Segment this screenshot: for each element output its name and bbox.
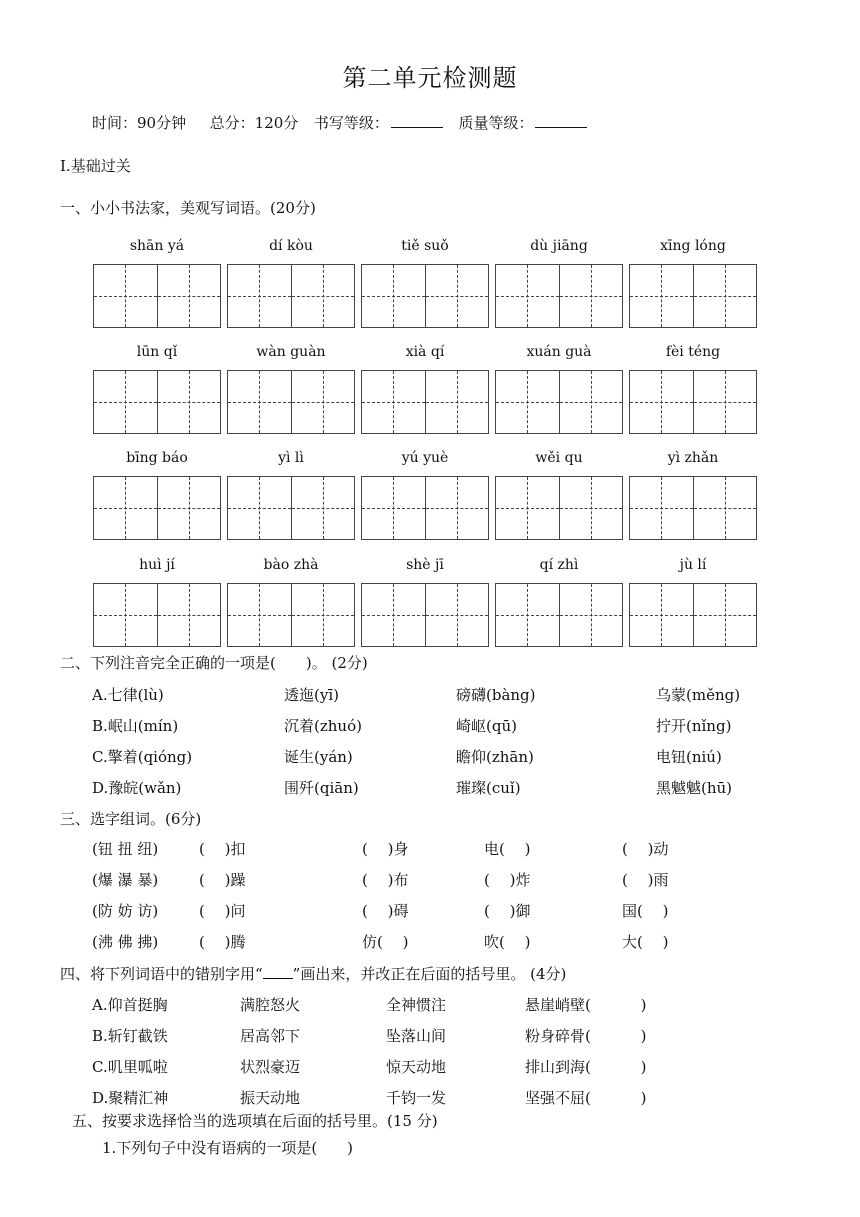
word-item: 电( )	[484, 840, 531, 858]
word-item: 全神惯注	[386, 996, 447, 1014]
writing-cell[interactable]	[630, 371, 693, 433]
writing-cell[interactable]	[496, 477, 559, 539]
option-item: A.七律(lù)	[92, 686, 164, 704]
writing-cell[interactable]	[559, 584, 623, 646]
writing-box[interactable]	[361, 476, 489, 540]
q3-heading: 三、选字组词。(6分)	[60, 810, 202, 828]
writing-cell[interactable]	[94, 371, 157, 433]
pinyin-label: xià qí	[405, 344, 445, 360]
word-item: (防 妨 访)	[92, 902, 159, 920]
writing-box[interactable]	[93, 583, 221, 647]
pinyin-label: bào zhà	[263, 557, 319, 573]
word-item: A.仰首挺胸	[92, 996, 168, 1014]
writing-cell[interactable]	[630, 477, 693, 539]
pinyin-label: fèi téng	[665, 344, 721, 360]
word-item: ( )扣	[199, 840, 246, 858]
option-item: 乌蒙(měng)	[656, 686, 741, 704]
writing-box[interactable]	[361, 583, 489, 647]
part-heading: Ⅰ.基础过关	[60, 157, 131, 175]
option-item: 黑魆魆(hū)	[656, 779, 733, 797]
option-item: 磅礴(bàng)	[456, 686, 536, 704]
pinyin-label: lūn qǐ	[136, 344, 178, 360]
pinyin-label: qí zhì	[539, 557, 579, 573]
pinyin-label: jù lí	[679, 557, 707, 573]
writing-cell[interactable]	[228, 265, 291, 327]
pinyin-label: xuán guà	[526, 344, 592, 360]
pinyin-label: wěi qu	[535, 450, 583, 466]
writing-grade-blank[interactable]	[391, 113, 443, 128]
writing-cell[interactable]	[693, 371, 757, 433]
writing-cell[interactable]	[496, 584, 559, 646]
writing-cell[interactable]	[228, 477, 291, 539]
writing-cell[interactable]	[157, 371, 221, 433]
writing-box[interactable]	[495, 476, 623, 540]
pinyin-label: wàn guàn	[256, 344, 326, 360]
writing-cell[interactable]	[362, 477, 425, 539]
word-item: 排山到海( )	[525, 1058, 647, 1076]
writing-cell[interactable]	[157, 265, 221, 327]
writing-cell[interactable]	[496, 265, 559, 327]
quality-grade-blank[interactable]	[535, 113, 587, 128]
writing-box[interactable]	[227, 476, 355, 540]
writing-cell[interactable]	[94, 265, 157, 327]
writing-cell[interactable]	[228, 371, 291, 433]
writing-box[interactable]	[93, 264, 221, 328]
word-item: 千钧一发	[386, 1089, 447, 1107]
writing-box[interactable]	[227, 583, 355, 647]
writing-cell[interactable]	[362, 371, 425, 433]
page-title: 第二单元检测题	[342, 64, 518, 92]
writing-cell[interactable]	[94, 584, 157, 646]
word-item: 坚强不屈( )	[525, 1089, 647, 1107]
pinyin-label: dù jiāng	[530, 238, 588, 254]
word-item: 粉身碎骨( )	[525, 1027, 647, 1045]
word-item: 仿( )	[362, 933, 409, 951]
writing-cell[interactable]	[425, 265, 489, 327]
option-item: D.豫皖(wǎn)	[92, 779, 182, 797]
option-item: 诞生(yán)	[284, 748, 353, 766]
writing-box[interactable]	[227, 264, 355, 328]
writing-cell[interactable]	[630, 584, 693, 646]
option-item: 沉着(zhuó)	[284, 717, 362, 735]
exam-info	[92, 112, 587, 133]
pinyin-label: shè jī	[406, 557, 444, 573]
word-item: 大( )	[622, 933, 669, 951]
writing-box[interactable]	[629, 476, 757, 540]
writing-box[interactable]	[227, 370, 355, 434]
q4-heading-part1: 四、将下列词语中的错别字用“	[60, 965, 263, 983]
writing-box[interactable]	[361, 370, 489, 434]
writing-cell[interactable]	[559, 265, 623, 327]
word-item: (钮 扭 纽)	[92, 840, 159, 858]
writing-cell[interactable]	[630, 265, 693, 327]
writing-cell[interactable]	[291, 371, 355, 433]
q1-heading: 一、小小书法家，美观写词语。(20分)	[60, 199, 316, 217]
writing-cell[interactable]	[559, 371, 623, 433]
word-item: 坠落山间	[386, 1027, 447, 1045]
pinyin-label: xīng lóng	[660, 238, 726, 254]
word-item: ( )御	[484, 902, 531, 920]
pinyin-label: bīng báo	[126, 450, 188, 466]
writing-cell[interactable]	[228, 584, 291, 646]
word-item: ( )雨	[622, 871, 669, 889]
writing-cell[interactable]	[693, 265, 757, 327]
word-item: ( )炸	[484, 871, 531, 889]
writing-box[interactable]	[361, 264, 489, 328]
option-item: C.擎着(qióng)	[92, 748, 193, 766]
exam-time: 时间：90分钟	[92, 114, 187, 132]
writing-cell[interactable]	[559, 477, 623, 539]
writing-cell[interactable]	[157, 477, 221, 539]
word-item: 悬崖峭壁( )	[525, 996, 647, 1014]
word-item: ( )布	[362, 871, 409, 889]
option-item: 围歼(qiān)	[284, 779, 359, 797]
option-item: 崎岖(qū)	[456, 717, 517, 735]
writing-cell[interactable]	[291, 477, 355, 539]
pinyin-label: yì zhǎn	[667, 450, 719, 466]
q5-heading: 五、按要求选择恰当的选项填在后面的括号里。(15 分)	[72, 1112, 438, 1130]
writing-cell[interactable]	[94, 477, 157, 539]
writing-grade-label: 书写等级：	[313, 114, 389, 132]
writing-cell[interactable]	[693, 584, 757, 646]
writing-box[interactable]	[629, 264, 757, 328]
q5-sub1: 1.下列句子中没有语病的一项是( )	[102, 1139, 354, 1157]
word-item: 居高邻下	[240, 1027, 301, 1045]
word-item: B.斩钉截铁	[92, 1027, 168, 1045]
word-item: 振天动地	[240, 1089, 301, 1107]
underline-mark	[263, 966, 293, 979]
word-item: 吹( )	[484, 933, 531, 951]
option-item: B.岷山(mín)	[92, 717, 179, 735]
writing-cell[interactable]	[425, 371, 489, 433]
writing-box[interactable]	[629, 583, 757, 647]
pinyin-label: yú yuè	[401, 450, 449, 466]
word-item: ( )问	[199, 902, 246, 920]
word-item: 满腔怒火	[240, 996, 301, 1014]
writing-cell[interactable]	[291, 584, 355, 646]
word-item: (爆 瀑 暴)	[92, 871, 159, 889]
writing-cell[interactable]	[291, 265, 355, 327]
option-item: 拧开(nǐng)	[656, 717, 732, 735]
writing-cell[interactable]	[157, 584, 221, 646]
word-item: (沸 佛 拂)	[92, 933, 159, 951]
option-item: 电钮(niú)	[656, 748, 722, 766]
word-item: ( )腾	[199, 933, 246, 951]
writing-box[interactable]	[93, 476, 221, 540]
word-item: ( )躁	[199, 871, 246, 889]
word-item: D.聚精汇神	[92, 1089, 169, 1107]
word-item: ( )身	[362, 840, 409, 858]
word-item: ( )碍	[362, 902, 409, 920]
writing-box[interactable]	[495, 370, 623, 434]
writing-cell[interactable]	[425, 584, 489, 646]
quality-grade-label: 质量等级：	[458, 114, 534, 132]
q4-heading-part2: ”画出来，并改正在后面的括号里。 (4分)	[292, 965, 567, 983]
word-item: 状烈豪迈	[240, 1058, 301, 1076]
exam-total-score: 总分：120分	[209, 114, 299, 132]
writing-box[interactable]	[495, 583, 623, 647]
pinyin-label: dí kòu	[269, 238, 313, 254]
q2-heading: 二、下列注音完全正确的一项是( )。 (2分)	[60, 654, 368, 672]
pinyin-label: yì lì	[278, 450, 304, 466]
option-item: 透迤(yī)	[284, 686, 339, 704]
writing-cell[interactable]	[362, 584, 425, 646]
writing-cell[interactable]	[362, 265, 425, 327]
pinyin-label: tiě suǒ	[401, 238, 449, 254]
writing-box[interactable]	[629, 370, 757, 434]
pinyin-label: shān yá	[129, 238, 185, 254]
writing-cell[interactable]	[496, 371, 559, 433]
option-item: 瞻仰(zhān)	[456, 748, 534, 766]
option-item: 璀璨(cuǐ)	[456, 779, 521, 797]
writing-cell[interactable]	[425, 477, 489, 539]
writing-box[interactable]	[93, 370, 221, 434]
word-item: C.叽里呱啦	[92, 1058, 168, 1076]
word-item: 惊天动地	[386, 1058, 447, 1076]
word-item: ( )动	[622, 840, 669, 858]
writing-cell[interactable]	[693, 477, 757, 539]
pinyin-label: huì jí	[139, 557, 175, 573]
word-item: 国( )	[622, 902, 669, 920]
q4-heading	[60, 963, 566, 984]
writing-box[interactable]	[495, 264, 623, 328]
